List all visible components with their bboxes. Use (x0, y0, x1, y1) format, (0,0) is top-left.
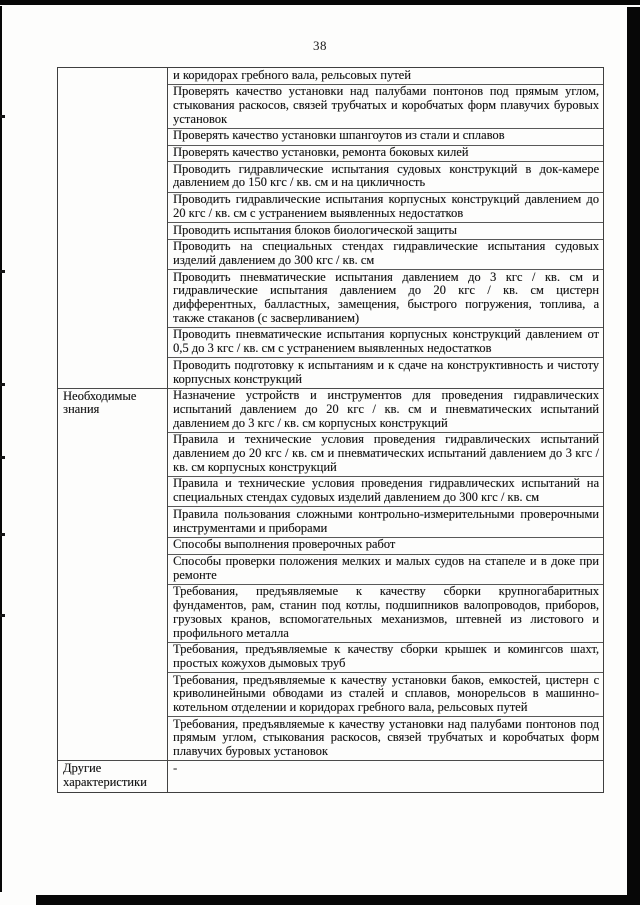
table-cell-text: Назначение устройств и инструментов для проведения гидравлических испытаний давлением до 20 кгс / кв. см и пневматических испытаний давлением до 3 кгс / кв. см корпусных конструкций (168, 389, 603, 433)
scan-edge-mark (0, 270, 5, 273)
scan-edge-mark (0, 533, 5, 536)
table-cell-text: Проводить гидравлические испытания судовых конструкций в док-камере давлением до 150 кгс / кв. см и на цикличность (168, 162, 603, 192)
section-label (58, 68, 168, 388)
table-cell-text: - (173, 760, 178, 775)
table-cell-text: Требования, предъявляемые к качеству сборки крышек и комингсов шахт, простых кожухов дымовых труб (168, 643, 603, 673)
table-cell-text: Требования, предъявляемые к качеству сборки крупногабаритных фундаментов, рам, станин под котлы, подшипников валопроводов, приборов, грузовых кранов, вспомогательных механизмов, штевней из листового и профильного металла (168, 585, 603, 643)
table-cell-text: Проверять качество установки над палубами понтонов под прямым углом, стыкования раскосов, связей трубчатых и коробчатых форм плавучих буровых установок (168, 85, 603, 129)
table-cell-text: Проводить пневматические испытания корпусных конструкций давлением от 0,5 до 3 кгс / кв. см с устранением выявленных недостатков (168, 328, 603, 358)
table-cell-text: Проверять качество установки, ремонта боковых килей (168, 146, 603, 163)
scan-edge-mark (0, 614, 5, 617)
scan-edge-top (0, 0, 640, 5)
table-cell-text: Проводить на специальных стендах гидравлические испытания судовых изделий давлением до 300 кгс / кв. см (168, 240, 603, 270)
table-section-row (58, 68, 603, 389)
scan-edge-left (0, 6, 2, 892)
table-section-row (58, 389, 603, 762)
scan-edge-right (627, 7, 640, 905)
table-cell-text: Проводить испытания блоков биологической защиты (168, 223, 603, 240)
table-section-row (58, 761, 603, 791)
table-cell-text: Проверять качество установки шпангоутов из стали и сплавов (168, 129, 603, 146)
table-cell-text: Правила и технические условия проведения гидравлических испытаний давлением до 20 кгс / кв. см и пневматических испытаний давлением до 3 кгс / кв. см корпусных конструкций (168, 433, 603, 477)
scan-edge-bottom (36, 895, 640, 905)
section-label: Другие характеристики (58, 761, 168, 791)
scan-edge-mark (0, 456, 5, 459)
scan-edge-mark (0, 383, 5, 386)
scan-edge-mark (0, 115, 5, 118)
section-label: Необходимые знания (58, 389, 168, 761)
table-cell-text: Требования, предъявляемые к качеству установки баков, емкостей, цистерн с криволинейными обводами из сталей и сплавов, монорельсов в машинно-котельном отделении и коридорах гребного вала, рельсовых путей (168, 673, 603, 717)
table-cell-text: Правила и технические условия проведения гидравлических испытаний на специальных стендах судовых изделий давлением до 300 кгс / кв. см (168, 477, 603, 507)
table-cell-text: Способы выполнения проверочных работ (168, 538, 603, 555)
table-cell-text: Способы проверки положения мелких и малых судов на стапеле и в доке при ремонте (168, 555, 603, 585)
doc-table (57, 67, 604, 793)
section-content (168, 68, 603, 388)
table-cell-text: Требования, предъявляемые к качеству установки над палубами понтонов под прямым углом, стыкования раскосов, связей трубчатых и коробчатых форм плавучих буровых установок (173, 716, 599, 759)
table-cell-text: Проводить пневматические испытания давлением до 3 кгс / кв. см и гидравлические испытания давлением до 20 кгс / кв. см цистерн дифферентных, балластных, замещения, быстрого погружения, топлива, а также стаканов (с засверливанием) (168, 270, 603, 328)
table-cell-text: Проводить гидравлические испытания корпусных конструкций давлением до 20 кгс / кв. см с устранением выявленных недостатков (168, 193, 603, 223)
section-content (168, 389, 603, 761)
page-number: 38 (313, 38, 327, 53)
table-cell-text: Проводить подготовку к испытаниям и к сдаче на конструктивность и чистоту корпусных конструкций (173, 357, 599, 386)
table-cell-text: Правила пользования сложными контрольно-измерительными проверочными инструментами и приборами (168, 507, 603, 537)
table-cell-text: и коридорах гребного вала, рельсовых путей (168, 68, 603, 85)
section-content (168, 761, 603, 791)
